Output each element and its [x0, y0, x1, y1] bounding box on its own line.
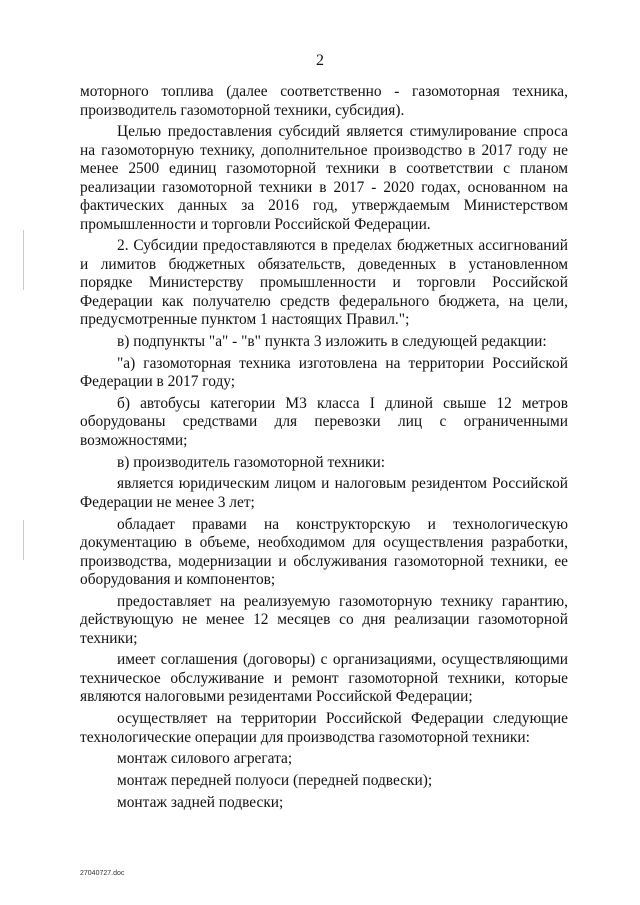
- page-number: 2: [316, 52, 324, 69]
- scan-margin-mark: [23, 230, 24, 290]
- paragraph: осуществляет на территории Российской Федерации следующие технологические операции для производства газомоторной техники:: [80, 710, 568, 746]
- paragraph: в) производитель газомоторной техники:: [117, 453, 385, 471]
- paragraph: б) автобусы категории M3 класса I длиной свыше 12 метров оборудованы средствами для перевозки лиц с ограниченными возможностями;: [80, 394, 568, 449]
- paragraph: Целью предоставления субсидий является стимулирование спроса на газомоторную технику, дополнительное производство в 2017 году не менее 2500 единиц газомоторной техники в соответствии с планом реализации газомоторной техники в 2017 - 2020 годах, основанном на фактических данных за 2016 год, утверждаемым Министерством промышленности и торговли Российской Федерации.: [80, 123, 568, 233]
- document-file-code: 27040727.doc: [80, 870, 125, 877]
- paragraph: монтаж силового агрегата;: [117, 750, 293, 768]
- paragraph: монтаж передней полуоси (передней подвески);: [117, 771, 433, 789]
- paragraph: имеет соглашения (договоры) с организациями, осуществляющими техническое обслуживание и ремонт газомоторной техники, которые являются налоговыми резидентами Российской Федерации;: [80, 651, 568, 706]
- paragraph: обладает правами на конструкторскую и технологическую документацию в объеме, необходимом для осуществления разработки, производства, модернизации и обслуживания газомоторной техники, ее оборудования и компонентов;: [80, 515, 568, 588]
- scan-margin-mark: [23, 520, 24, 560]
- paragraph: моторного топлива (далее соответственно - газомоторная техника, производитель газомоторной техники, субсидия).: [80, 83, 568, 119]
- paragraph: монтаж задней подвески;: [117, 793, 284, 811]
- paragraph: является юридическим лицом и налоговым резидентом Российской Федерации не менее 3 лет;: [80, 475, 568, 511]
- paragraph: 2. Субсидии предоставляются в пределах бюджетных ассигнований и лимитов бюджетных обязательств, доведенных в установленном порядке Министерству промышленности и торговли Российской Федерации как получателю средств федерального бюджета, на цели, предусмотренные пунктом 1 настоящих Правил.";: [80, 237, 568, 329]
- paragraph: в) подпункты "а" - "в" пункта 3 изложить в следующей редакции:: [117, 333, 547, 351]
- document-body: [80, 83, 568, 815]
- paragraph: "а) газомоторная техника изготовлена на территории Российской Федерации в 2017 году;: [80, 354, 568, 391]
- paragraph: предоставляет на реализуемую газомоторную технику гарантию, действующую не менее 12 месяцев со дня реализации газомоторной техники;: [80, 592, 568, 647]
